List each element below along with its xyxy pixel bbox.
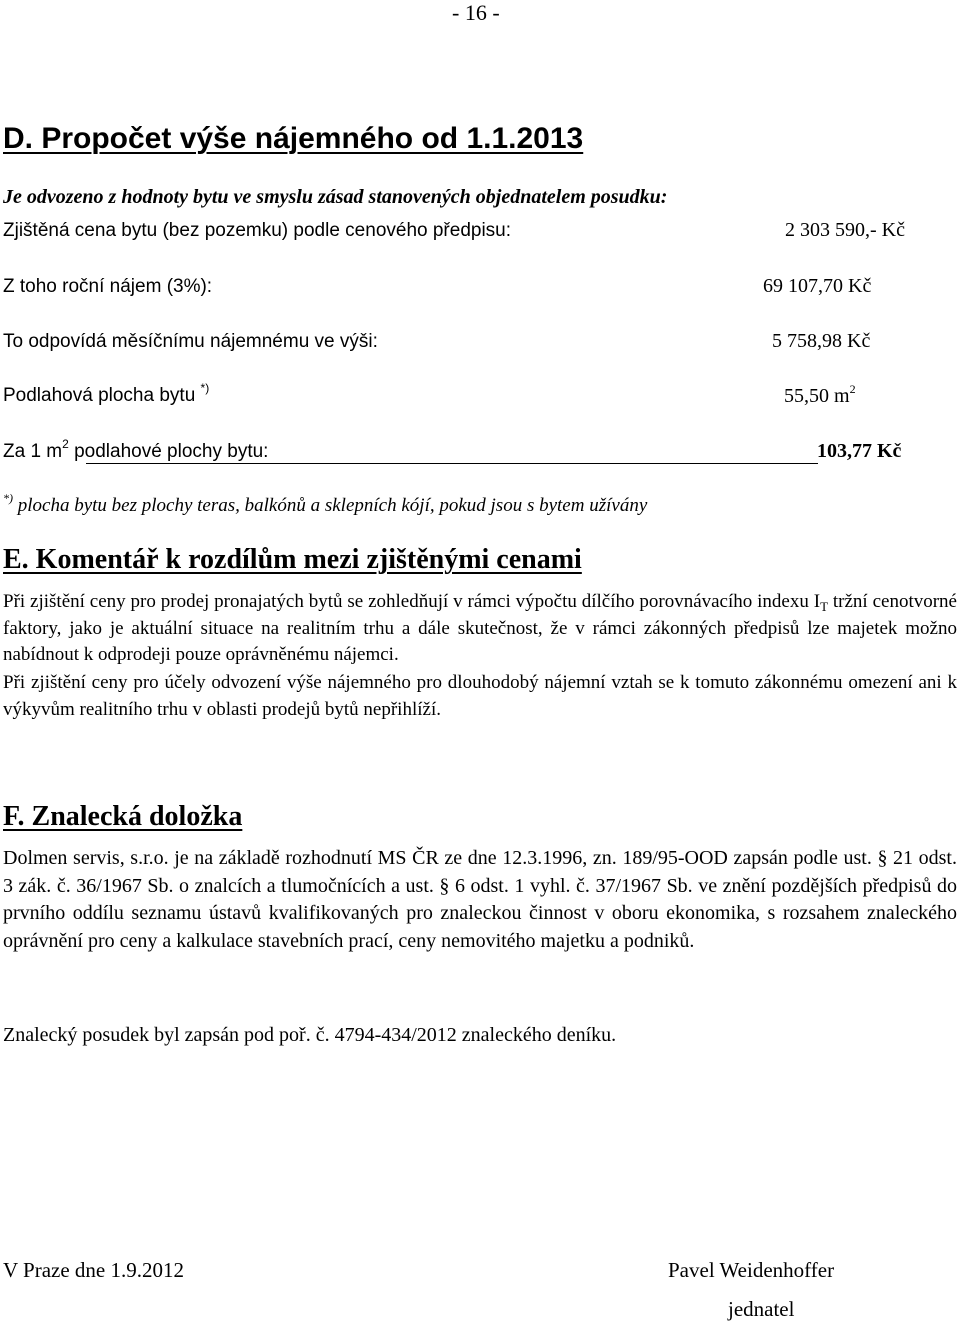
section-f-paragraph-2: Znalecký posudek byl zapsán pod poř. č. 4794-434/2012 znaleckého deníku.: [3, 1024, 617, 1046]
row-label-monthly-rent: To odpovídá měsíčnímu nájemnému ve výši:: [3, 331, 378, 352]
place-and-date: V Praze dne 1.9.2012: [3, 1258, 184, 1282]
section-e-heading: E. Komentář k rozdílům mezi zjištěnými cenami: [3, 544, 582, 575]
footnote-mark: *): [3, 491, 13, 505]
row-value-rent-per-m2: 103,77 Kč: [817, 440, 902, 462]
section-e-para1-a: Při zjištění ceny pro prodej pronajatých bytů se zohledňují v rámci výpočtu dílčího porovnávacího indexu I: [3, 591, 821, 612]
section-d-heading: D. Propočet výše nájemného od 1.1.2013: [3, 122, 584, 155]
floor-area-value-text: 55,50 m: [784, 385, 850, 407]
section-e-para1-b: tržní cenotvorné faktory, jako je aktuální situace na realitním trhu a dále skutečnost, že v rámci zákonných předpisů lze majetek možno nabídnout k odprodeji pouze oprávněnému nájemci.: [3, 591, 957, 665]
row-value-floor-area: [784, 382, 856, 408]
page-number: - 16 -: [452, 0, 500, 25]
floor-area-footnote-mark: *): [200, 381, 210, 395]
section-e-paragraph-1: [3, 589, 957, 669]
index-subscript: T: [820, 599, 829, 614]
row-label-floor-area: [3, 381, 210, 407]
rent-per-m2-label-post: podlahové plochy bytu:: [68, 441, 269, 462]
row-value-price: 2 303 590,- Kč: [785, 219, 905, 241]
signer-role: jednatel: [728, 1297, 795, 1321]
row-value-monthly-rent: 5 758,98 Kč: [772, 330, 871, 352]
floor-area-label-text: Podlahová plocha bytu: [3, 385, 196, 406]
row-label-price: Zjištěná cena bytu (bez pozemku) podle cenového předpisu:: [3, 220, 512, 241]
rent-per-m2-label-pre: Za 1 m: [3, 441, 63, 462]
section-d-intro: Je odvozeno z hodnoty bytu ve smyslu zásad stanovených objednatelem posudku:: [3, 186, 668, 208]
floor-area-footnote: [3, 491, 648, 517]
rent-per-m2-underline: [86, 463, 818, 464]
signer-name: Pavel Weidenhoffer: [668, 1258, 835, 1282]
row-label-annual-rent: Z toho roční nájem (3%):: [3, 276, 213, 297]
footnote-text: plocha bytu bez plochy teras, balkónů a sklepních kójí, pokud jsou s bytem užívány: [13, 495, 648, 516]
section-f-heading: F. Znalecká doložka: [3, 801, 243, 832]
section-e-paragraph-2: Při zjištění ceny pro účely odvození výše nájemného pro dlouhodobý nájemní vztah se k tomuto zákonnému omezení ani k výkyvům realitního trhu v oblasti prodejů bytů nepřihlíží.: [3, 672, 957, 720]
row-label-rent-per-m2: [3, 437, 269, 463]
row-value-annual-rent: 69 107,70 Kč: [763, 275, 872, 297]
section-f-paragraph-1: Dolmen servis, s.r.o. je na základě rozhodnutí MS ČR ze dne 12.3.1996, zn. 189/95-OOD zapsán podle ust. § 21 odst. 3 zák. č. 36/1967 Sb. o znalcích a tlumočnících a ust. § 6 odst. 1 vyhl. č. 37/1967 Sb. ve znění pozdějších předpisů do prvního oddílu seznamu ústavů kvalifikovaných pro znaleckou činnost v oboru ekonomika, s rozsahem znaleckého oprávnění pro ceny a kalkulace stavebních prací, ceny nemovitého majetku a podniků.: [3, 847, 957, 952]
floor-area-unit-exponent: 2: [849, 382, 856, 396]
rent-per-m2-exponent: 2: [62, 437, 69, 451]
